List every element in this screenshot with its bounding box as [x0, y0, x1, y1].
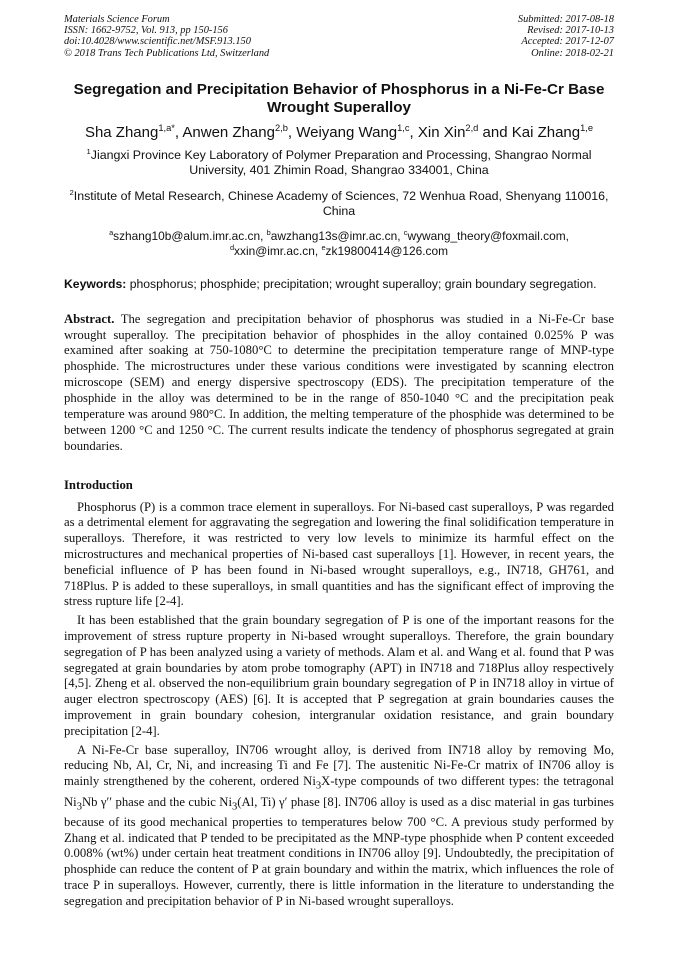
email-address[interactable]: zk19800414@126.com — [325, 244, 449, 259]
journal-name: Materials Science Forum — [64, 14, 170, 25]
affiliation-sup: 1 — [86, 146, 91, 156]
author-name: Anwen Zhang — [182, 123, 275, 141]
author-sup: 1,a* — [158, 122, 175, 133]
affiliation-2 — [64, 189, 614, 220]
affiliation-sup: 2 — [69, 187, 74, 197]
text-run: X-type compounds of two different types: the tetragonal Ni — [64, 774, 615, 809]
intro-paragraph-3 — [64, 743, 614, 910]
date-online: Online: 2018-02-21 — [531, 47, 614, 59]
author-emails: $^a$szhang10b@alum.imr.ac.cn, $^b$awzhang13s@imr.ac.cn, $^c$wywang_theory@foxmail.com, $^d$xxin@imr.ac.cn, $^e$zk19800414@126.com — [109, 228, 569, 259]
email-address[interactable]: szhang10b@alum.imr.ac.cn — [113, 229, 261, 244]
section-heading-introduction: Introduction — [64, 477, 133, 492]
affiliation-text: Institute of Metal Research, Chinese Academy of Sciences, 72 Wenhua Road, Shenyang 110016, China — [73, 188, 609, 219]
text-run: A Ni-Fe-Cr base superalloy, IN706 wrought alloy, is derived from IN718 alloy by removing Mo, reducing Nb, Al, Cr, Ni, and increasing Ti and Fe [7]. The austenitic Ni-Fe-Cr matrix of IN706 alloy is mainly strengthened by the coherent, ordered Ni — [64, 742, 614, 789]
intro-paragraph-1: Phosphorus (P) is a common trace element in superalloys. For Ni-based cast superalloys, P was regarded as a detrimental element for aggravating the segregation and lowering the final solidification temperature in superalloys. Therefore, it was restricted to very low levels to minimize its harmful effect on the microstructures and mechanical properties of Ni-based cast superalloys [1]. However, in recent years, the beneficial influence of P has been found in Ni-based wrought superalloys, e.g., IN718, GH761, and 718Plus. P is added to these superalloys, in small quantities and has the significant effect of improving the stress rupture life [2-4]. — [64, 499, 614, 609]
email-address[interactable]: wywang_theory@foxmail.com — [407, 229, 566, 244]
email-sup: c — [403, 228, 408, 238]
journal-info — [64, 14, 269, 59]
author-name: Sha Zhang — [84, 123, 159, 141]
keywords — [64, 277, 614, 292]
author-name: Xin Xin — [417, 123, 466, 141]
abstract — [64, 312, 614, 455]
text-run: (Al, Ti) γ′ phase [8]. IN706 alloy is used as a disc material in gas turbines because of its good mechanical properties to temperatures below 700 °C. A previous study performed by Zhang et al. indicated that P tended to be precipitated as the MNP-type phosphide when P content exceeded 0.008% (wt%) under certain heat treatment conditions in IN706 alloy [9]. Undoubtedly, the precipitation of phosphide can reduce the content of P at grain boundary and within the matrix, which influences the role of trace P in superalloys. However, currently, there is little information in the literature to understanding the segregation and precipitation behavior of P in Ni-based wrought superalloys. — [64, 794, 614, 908]
submission-dates — [518, 14, 614, 59]
journal-header — [64, 14, 614, 59]
author-list: Sha Zhang$^{1,a*}$, Anwen Zhang$^{2,b}$, Weiyang Wang$^{1,c}$, Xin Xin$^{2,d}$ and Kai Zhang$^{1,e}$ — [84, 122, 594, 141]
email-sup: b — [266, 228, 271, 238]
affiliation-1 — [64, 148, 614, 179]
intro-paragraph-2: It has been established that the grain boundary segregation of P is one of the important reasons for the improvement of stress rupture property in Ni-based wrought superalloys. Therefore, the grain boundary segregation of P has been analyzed using a variety of methods. Alam et al. and Wang et al. found that P was segregated at grain boundaries by atom probe tomography (APT) in IN718 and 718Plus alloy respectively [4,5]. Zheng et al. observed the non-equilibrium grain boundary segregation of P in IN718 alloy in virtue of auger electron spectroscopy (AES) [6]. It is accepted that P segregation at grain boundaries causes the improvement in grain boundary cohesion, intergranular oxidation resistance, and grain boundary precipitation [2-4]. — [64, 613, 614, 738]
journal-copyright: © 2018 Trans Tech Publications Ltd, Switzerland — [64, 47, 270, 59]
author-sup: 1,e — [580, 122, 594, 133]
author-name: Weiyang Wang — [296, 123, 398, 141]
date-submitted: Submitted: 2017-08-18 — [517, 14, 614, 25]
email-address[interactable]: awzhang13s@imr.ac.cn — [270, 229, 398, 244]
author-sup: 2,d — [465, 122, 479, 133]
date-revised: Revised: 2017-10-13 — [527, 25, 614, 37]
email-sup: d — [229, 243, 235, 253]
date-accepted: Accepted: 2017-12-07 — [521, 36, 614, 48]
subscript: 3 — [315, 780, 322, 792]
keywords-text: phosphorus; phosphide; precipitation; wrought superalloy; grain boundary segregation. — [129, 276, 597, 291]
email-sup: e — [321, 243, 326, 253]
author-sup: 2,b — [274, 122, 288, 133]
affiliation-text: Jiangxi Province Key Laboratory of Polymer Preparation and Processing, Shangrao Normal University, 401 Zhimin Road, Shangrao 334001, China — [90, 147, 592, 178]
keywords-label: Keywords: — [64, 276, 127, 291]
subscript: 3 — [232, 801, 238, 813]
subscript: 3 — [76, 801, 82, 813]
journal-issn: ISSN: 1662-9752, Vol. 913, pp 150-156 — [64, 25, 228, 37]
journal-doi: doi:10.4028/www.scientific.net/MSF.913.150 — [64, 36, 251, 48]
email-sup: a — [109, 228, 114, 238]
abstract-label: Abstract. — [64, 311, 115, 326]
author-sup: 1,c — [397, 122, 410, 133]
email-address[interactable]: xxin@imr.ac.cn — [234, 244, 315, 259]
abstract-text: The segregation and precipitation behavior of phosphorus was studied in a Ni-Fe-Cr base wrought superalloy. The precipitation behavior of phosphides in the alloy contained 0.025% P was examined after soaking at 750-1080°C to determine the precipitation temperature range of MNP-type phosphide. The microstructures under these various conditions were investigated by scanning electron microscope (SEM) and energy dispersive spectroscopy (EDS). The precipitation temperature of the phosphide in the alloy was determined to be in the range of 850-1040 °C and the precipitation peak temperature was around 980°C. In addition, the melting temperature of the phosphide was determined to be between 1200 °C and 1250 °C. The current results indicate the tendency of phosphorus segregated at grain boundaries. — [64, 311, 614, 453]
text-run: Nb γ′′ phase and the cubic Ni — [81, 794, 232, 809]
paper-title: Segregation and Precipitation Behavior of Phosphorus in a Ni-Fe-Cr Base Wrought Superalloy — [73, 80, 605, 116]
author-name: Kai Zhang — [511, 123, 581, 141]
